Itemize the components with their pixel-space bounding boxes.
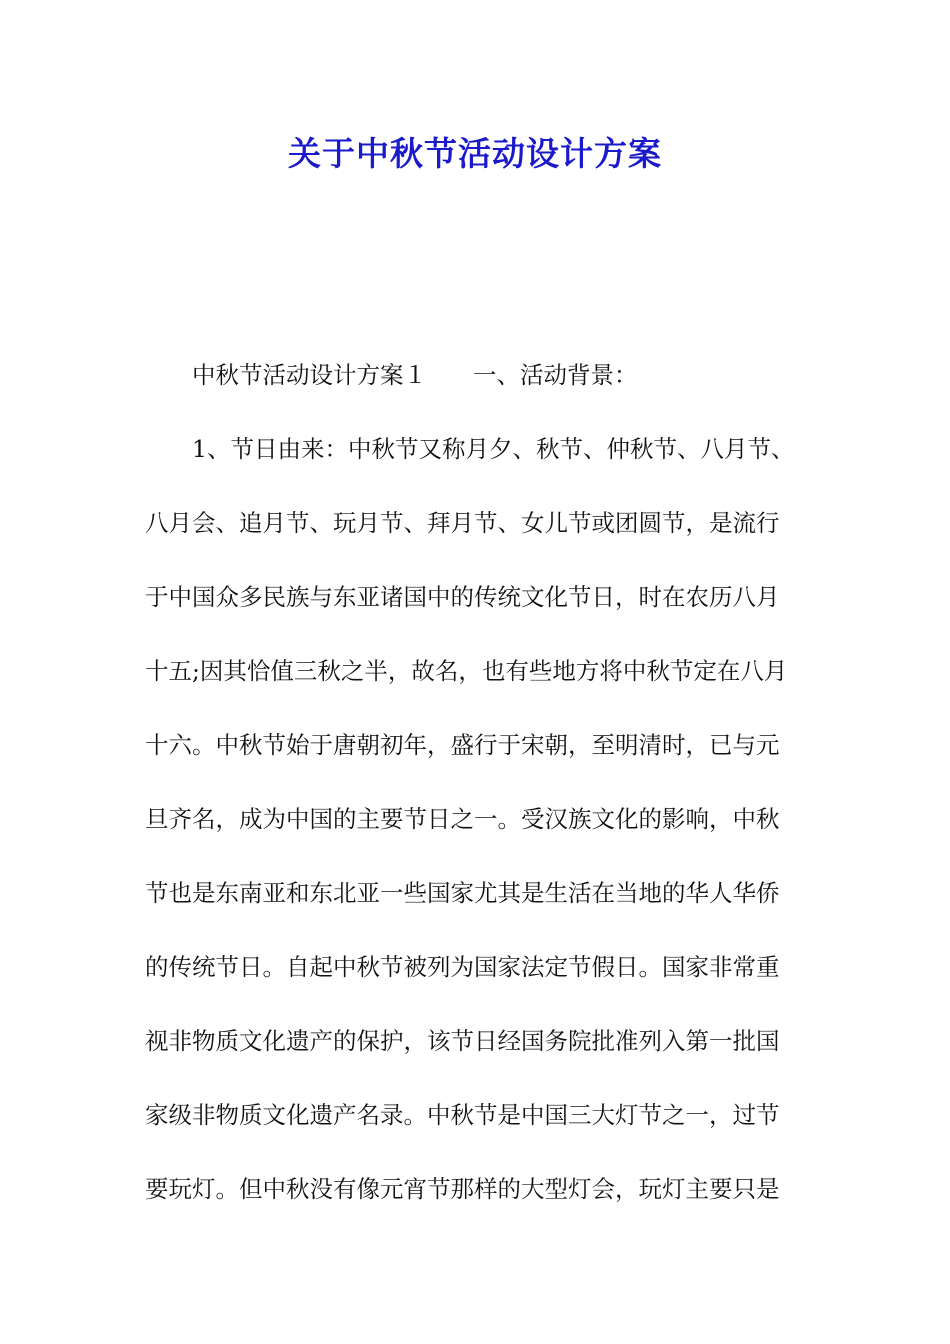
paragraph-line: 八月会、追月节、玩月节、拜月节、女儿节或团圆节，是流行 xyxy=(145,509,780,537)
section-heading: 一、活动背景： xyxy=(473,361,638,389)
paragraph-line: 家级非物质文化遗产名录。中秋节是中国三大灯节之一，过节 xyxy=(145,1101,780,1129)
paragraph-line: 旦齐名，成为中国的主要节日之一。受汉族文化的影响，中秋 xyxy=(145,805,780,833)
document-body xyxy=(145,338,805,1226)
paragraph-line: 于中国众多民族与东亚诸国中的传统文化节日，时在农历八月 xyxy=(145,583,780,611)
document-title: 关于中秋节活动设计方案 xyxy=(288,134,662,173)
paragraph-line: 视非物质文化遗产的保护，该节日经国务院批准列入第一批国 xyxy=(145,1027,780,1055)
plan-heading: 中秋节活动设计方案１ xyxy=(192,361,427,389)
paragraph-line: 十六。中秋节始于唐朝初年，盛行于宋朝，至明清时，已与元 xyxy=(145,731,780,759)
paragraph-line: 1、节日由来：中秋节又称月夕、秋节、仲秋节、八月节、 xyxy=(192,435,795,463)
paragraph-line: 十五;因其恰值三秋之半，故名，也有些地方将中秋节定在八月 xyxy=(145,657,788,685)
paragraph-line: 节也是东南亚和东北亚一些国家尤其是生活在当地的华人华侨 xyxy=(145,879,780,907)
paragraph-line: 要玩灯。但中秋没有像元宵节那样的大型灯会，玩灯主要只是 xyxy=(145,1175,780,1203)
section-heading-line xyxy=(145,338,805,412)
paragraph-line: 的传统节日。自起中秋节被列为国家法定节假日。国家非常重 xyxy=(145,953,780,981)
